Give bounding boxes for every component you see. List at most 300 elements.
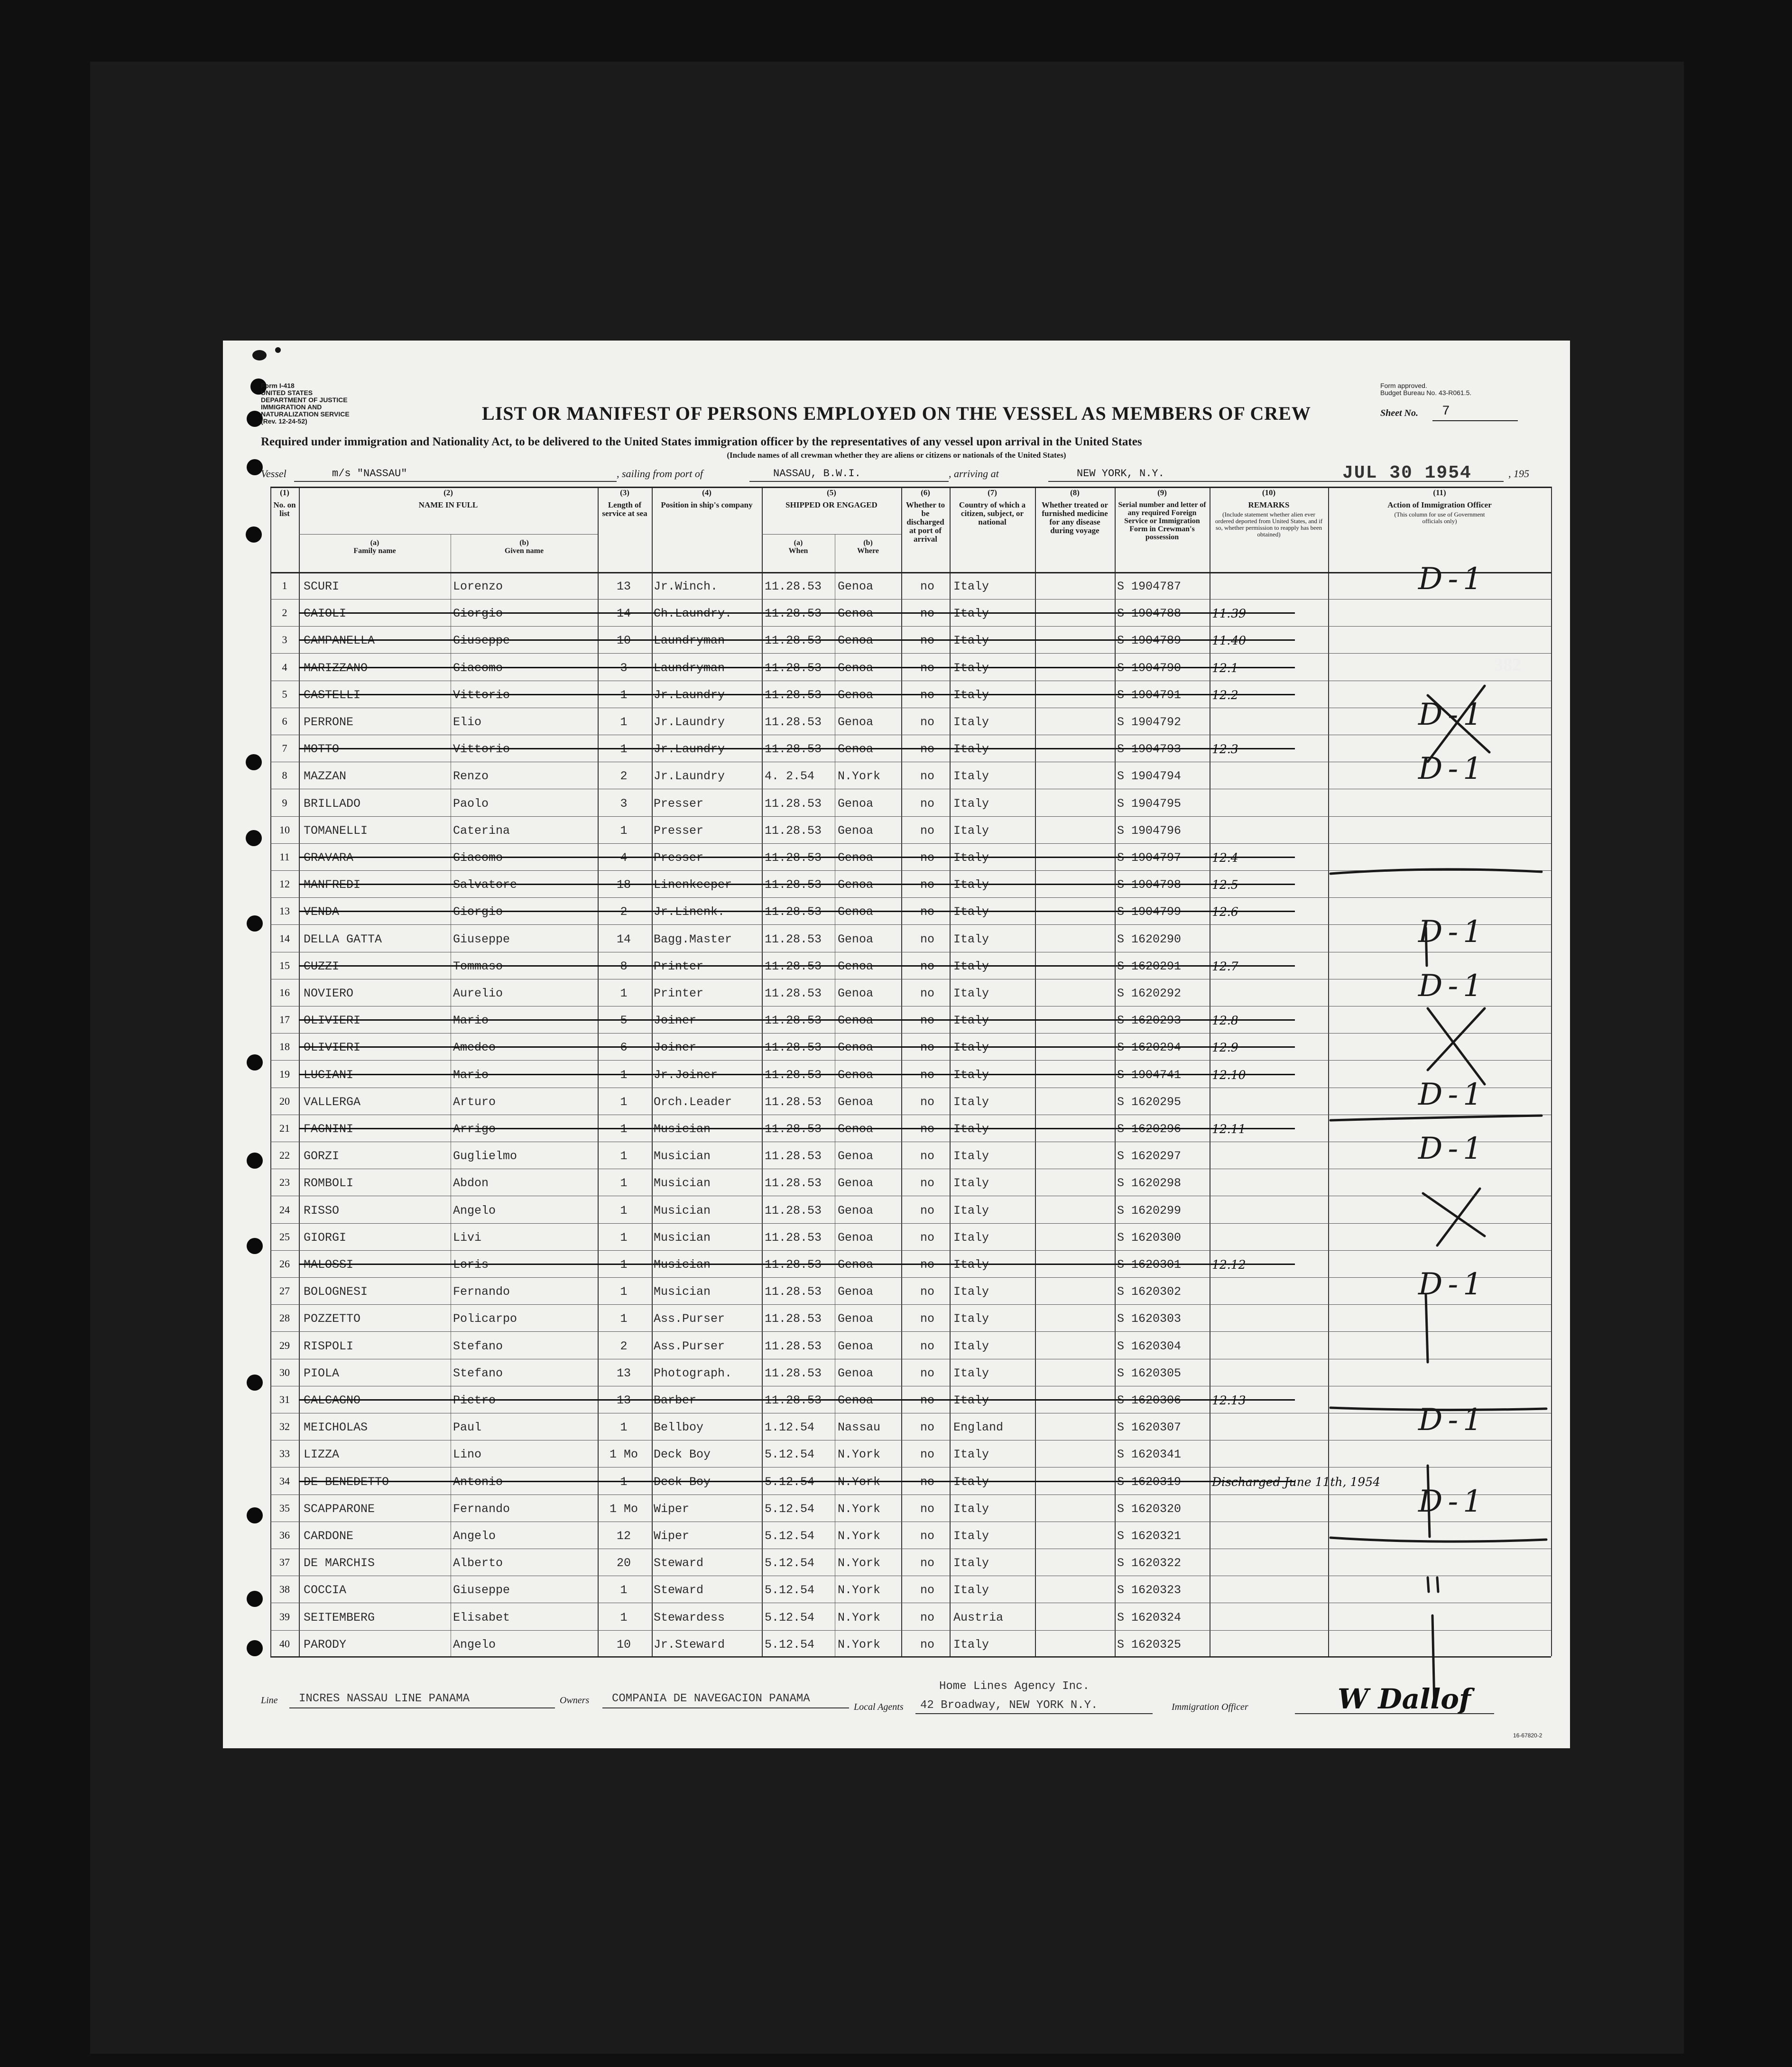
shipped-where: N.York xyxy=(838,1637,881,1652)
shipped-when: 11.28.53 xyxy=(765,1366,822,1380)
given-name: Giuseppe xyxy=(453,634,510,648)
row-number: 28 xyxy=(279,1312,290,1324)
serial-number: S 1620302 xyxy=(1117,1285,1182,1299)
shipped-when: 11.28.53 xyxy=(765,878,822,892)
punch-hole xyxy=(246,754,262,770)
shipped-where: Nassau xyxy=(838,1421,881,1435)
shipped-when: 11.28.53 xyxy=(765,1095,822,1109)
position: Steward xyxy=(654,1556,704,1570)
given-name: Stefano xyxy=(453,1366,503,1380)
country: Italy xyxy=(953,932,989,946)
given-name: Giuseppe xyxy=(453,1583,510,1597)
family-name: CAIOLI xyxy=(304,607,347,621)
shipped-where: Genoa xyxy=(838,987,874,1000)
col-no-header: (1) No. on list xyxy=(273,488,296,518)
position: Musician xyxy=(654,1149,711,1163)
serial-number: S 1620296 xyxy=(1117,1122,1182,1136)
family-name: CUZZI xyxy=(304,959,340,973)
position: Jr.Laundry xyxy=(654,769,725,784)
family-name: RISSO xyxy=(304,1203,340,1218)
service-length: 13 xyxy=(616,1366,631,1380)
row-number: 36 xyxy=(279,1529,290,1541)
position: Jr.Steward xyxy=(654,1637,725,1652)
row-number: 34 xyxy=(279,1475,290,1487)
row-number: 6 xyxy=(282,715,287,727)
service-length: 1 xyxy=(620,1583,628,1597)
position: Ass.Purser xyxy=(654,1339,725,1353)
position: Bagg.Master xyxy=(654,932,732,946)
country: Italy xyxy=(953,1583,989,1597)
punch-hole xyxy=(247,1054,263,1070)
family-name: SCAPPARONE xyxy=(304,1502,375,1516)
row-number: 23 xyxy=(279,1176,290,1189)
service-length: 1 xyxy=(620,1149,628,1163)
service-length: 14 xyxy=(616,607,631,621)
given-name: Arrigo xyxy=(453,1122,496,1136)
service-length: 1 xyxy=(620,715,628,729)
col-action-header: (11) Action of Immigration Officer (This column for use of Government officials only) xyxy=(1387,488,1492,525)
row-number: 15 xyxy=(279,959,290,971)
service-length: 2 xyxy=(620,905,628,919)
shipped-when: 11.28.53 xyxy=(765,851,822,865)
family-name: POZZETTO xyxy=(304,1312,361,1326)
position: Jr.Laundry xyxy=(654,688,725,702)
punch-hole xyxy=(247,1238,263,1254)
service-length: 1 xyxy=(620,688,628,702)
service-length: 1 Mo xyxy=(609,1448,638,1462)
discharged: no xyxy=(920,769,934,784)
d1-mark: D-1 xyxy=(1418,969,1487,1004)
family-name: MAZZAN xyxy=(304,769,347,784)
country: Italy xyxy=(953,1149,989,1163)
shipped-when: 5.12.54 xyxy=(765,1448,815,1462)
family-name: CAMPANELLA xyxy=(304,634,375,648)
position: Photograph. xyxy=(654,1366,732,1380)
given-name: Paolo xyxy=(453,796,489,811)
serial-number: S 1904790 xyxy=(1117,661,1182,675)
shipped-where: N.York xyxy=(838,1529,881,1543)
discharged: no xyxy=(920,1258,934,1272)
family-name: OLIVIERI xyxy=(304,1041,361,1055)
crew-table xyxy=(270,487,1551,1656)
row-number: 40 xyxy=(279,1637,290,1650)
row-number: 20 xyxy=(279,1095,290,1107)
shipped-when: 5.12.54 xyxy=(765,1583,815,1597)
serial-number: S 1904796 xyxy=(1117,823,1182,838)
country: Italy xyxy=(953,1312,989,1326)
country: Italy xyxy=(953,742,989,757)
given-name: Fernando xyxy=(453,1502,510,1516)
col-given-header: (b) Given name xyxy=(504,539,544,555)
discharged: no xyxy=(920,1502,934,1516)
position: Laundryman xyxy=(654,661,725,675)
given-name: Angelo xyxy=(453,1529,496,1543)
manifest-footer xyxy=(261,1680,1570,1735)
shipped-when: 11.28.53 xyxy=(765,1203,822,1218)
country: Italy xyxy=(953,1203,989,1218)
row-number: 24 xyxy=(279,1203,290,1216)
discharged: no xyxy=(920,1095,934,1109)
punch-hole xyxy=(247,1640,263,1656)
d1-mark: D-1 xyxy=(1418,914,1487,950)
serial-number: S 1904787 xyxy=(1117,580,1182,593)
punch-hole xyxy=(247,1153,263,1169)
given-name: Guglielmo xyxy=(453,1149,517,1163)
service-length: 2 xyxy=(620,1339,628,1353)
shipped-when: 5.12.54 xyxy=(765,1502,815,1516)
serial-number: S 1620321 xyxy=(1117,1529,1182,1543)
remark: 12.13 xyxy=(1212,1393,1246,1407)
family-name: PERRONE xyxy=(304,715,354,729)
country: Italy xyxy=(953,987,989,1000)
remark: 11:40 xyxy=(1212,634,1247,648)
given-name: Tommaso xyxy=(453,959,503,973)
discharged: no xyxy=(920,1312,934,1326)
remark: 12.10 xyxy=(1212,1068,1246,1082)
shipped-when: 11.28.53 xyxy=(765,823,822,838)
shipped-where: Genoa xyxy=(838,688,874,702)
discharged: no xyxy=(920,1014,934,1028)
shipped-when: 11.28.53 xyxy=(765,1149,822,1163)
given-name: Abdon xyxy=(453,1176,489,1190)
service-length: 1 xyxy=(620,1258,628,1272)
family-name: LUCIANI xyxy=(304,1068,354,1082)
budget-number: Budget Bureau No. 43-R061.5. xyxy=(1380,389,1472,397)
position: Bellboy xyxy=(654,1421,704,1435)
serial-number: S 1620291 xyxy=(1117,959,1182,973)
owners-name: COMPANIA DE NAVEGACION PANAMA xyxy=(612,1692,810,1705)
family-name: MOTTO xyxy=(304,742,340,757)
d1-mark: D-1 xyxy=(1418,1484,1487,1519)
position: Wiper xyxy=(654,1502,690,1516)
service-length: 4 xyxy=(620,851,628,865)
shipped-where: Genoa xyxy=(838,1285,874,1299)
sailing-label: , sailing from port of xyxy=(617,468,703,480)
tally-stroke xyxy=(1428,1578,1438,1592)
position: Orch.Leader xyxy=(654,1095,732,1109)
row-number: 21 xyxy=(279,1122,290,1134)
country: Italy xyxy=(953,1637,989,1652)
serial-number: S 1620322 xyxy=(1117,1556,1182,1570)
discharged: no xyxy=(920,1583,934,1597)
country: Italy xyxy=(953,1014,989,1028)
discharged: no xyxy=(920,1176,934,1190)
shipped-when: 11.28.53 xyxy=(765,1339,822,1353)
port-from: NASSAU, B.W.I. xyxy=(773,468,861,480)
given-name: Alberto xyxy=(453,1556,503,1570)
punch-hole xyxy=(247,915,263,932)
officer-annotations xyxy=(270,487,1551,1656)
family-name: MARIZZANO xyxy=(304,661,368,675)
shipped-when: 5.12.54 xyxy=(765,1637,815,1652)
shipped-where: Genoa xyxy=(838,661,874,675)
discharged: no xyxy=(920,932,934,946)
shipped-where: Genoa xyxy=(838,1230,874,1245)
row-number: 16 xyxy=(279,987,290,998)
serial-number: S 1620305 xyxy=(1117,1366,1182,1380)
service-length: 1 xyxy=(620,1176,628,1190)
row-number: 26 xyxy=(279,1258,290,1270)
position: Printer xyxy=(654,987,704,1000)
discharged: no xyxy=(920,1041,934,1055)
remark: 12.4 xyxy=(1212,851,1238,865)
discharged: no xyxy=(920,959,934,973)
service-length: 1 xyxy=(620,1312,628,1326)
shipped-when: 11.28.53 xyxy=(765,688,822,702)
family-name: BRILLADO xyxy=(304,796,361,811)
given-name: Mario xyxy=(453,1014,489,1028)
discharged: no xyxy=(920,1122,934,1136)
remark: 12.9 xyxy=(1212,1041,1238,1055)
manifest-subtitle: Required under immigration and Nationality Act, to be delivered to the United States immigration officer by the representatives of any vessel upon arrival in the United States xyxy=(261,435,1142,448)
family-name: DELLA GATTA xyxy=(304,932,382,946)
cross-out-mark xyxy=(1428,1008,1485,1084)
country: Italy xyxy=(953,1122,989,1136)
col-remarks-header: (10) REMARKS (Include statement whether alien ever ordered deported from United States, and if so, whether permission to reapply has been obtained) xyxy=(1215,488,1323,538)
punch-hole xyxy=(247,1507,263,1523)
remark: 12.6 xyxy=(1212,905,1238,919)
serial-number: S 1620298 xyxy=(1117,1176,1182,1190)
serial-number: S 1620297 xyxy=(1117,1149,1182,1163)
serial-number: S 1620294 xyxy=(1117,1041,1182,1055)
voyage-row xyxy=(261,465,1546,483)
shipped-when: 11.28.53 xyxy=(765,661,822,675)
serial-number: S 1904794 xyxy=(1117,769,1182,784)
cross-out-mark xyxy=(1423,1189,1485,1246)
shipped-where: Genoa xyxy=(838,851,874,865)
position: Musician xyxy=(654,1122,711,1136)
position: Jr.Joiner xyxy=(654,1068,718,1082)
d1-mark: D-1 xyxy=(1418,1131,1487,1167)
country: Italy xyxy=(953,959,989,973)
discharged: no xyxy=(920,715,934,729)
remark: 12.8 xyxy=(1212,1014,1238,1028)
remark: 12.3 xyxy=(1212,742,1238,757)
shipped-when: 11.28.53 xyxy=(765,796,822,811)
col-country-header: (7) Country of which a citizen, subject, or national xyxy=(959,488,1026,526)
service-length: 3 xyxy=(620,661,628,675)
shipped-when: 5.12.54 xyxy=(765,1475,815,1489)
country: Italy xyxy=(953,1095,989,1109)
shipped-where: Genoa xyxy=(838,1041,874,1055)
row-number: 12 xyxy=(279,878,290,890)
shipped-where: Genoa xyxy=(838,932,874,946)
shipped-where: Genoa xyxy=(838,1258,874,1272)
family-name: COCCIA xyxy=(304,1583,347,1597)
shipped-where: Genoa xyxy=(838,607,874,621)
given-name: Angelo xyxy=(453,1203,496,1218)
d1-mark: D-1 xyxy=(1418,1077,1487,1112)
serial-number: S 1620306 xyxy=(1117,1393,1182,1407)
family-name: OLIVIERI xyxy=(304,1014,361,1028)
row-number: 19 xyxy=(279,1068,290,1080)
col-when-header: (a) When xyxy=(788,539,808,555)
shipped-where: Genoa xyxy=(838,1014,874,1028)
shipped-where: N.York xyxy=(838,1448,881,1462)
given-name: Antonio xyxy=(453,1475,503,1489)
officer-label: Immigration Officer xyxy=(1172,1702,1248,1712)
row-number: 29 xyxy=(279,1339,290,1351)
country: Italy xyxy=(953,878,989,892)
serial-number: S 1620325 xyxy=(1117,1637,1182,1652)
position: Musician xyxy=(654,1285,711,1299)
col-where-header: (b) Where xyxy=(857,539,879,555)
sheet-number-line xyxy=(1432,420,1518,421)
shipped-when: 11.28.53 xyxy=(765,905,822,919)
shipped-where: Genoa xyxy=(838,1312,874,1326)
service-length: 14 xyxy=(616,932,631,946)
d1-mark: D-1 xyxy=(1418,562,1487,597)
shipped-when: 11.28.53 xyxy=(765,932,822,946)
given-name: Vittorio xyxy=(453,742,510,757)
position: Musician xyxy=(654,1258,711,1272)
service-name: IMMIGRATION AND NATURALIZATION SERVICE xyxy=(261,403,350,418)
shipped-where: Genoa xyxy=(838,715,874,729)
shipped-when: 11.28.53 xyxy=(765,959,822,973)
row-number: 1 xyxy=(282,580,287,591)
col-discharged-header: (6) Whether to be discharged at port of arrival xyxy=(905,488,945,544)
shipped-where: Genoa xyxy=(838,1366,874,1380)
country: Italy xyxy=(953,1502,989,1516)
punch-hole xyxy=(246,830,262,846)
position: Printer xyxy=(654,959,704,973)
discharged: no xyxy=(920,796,934,811)
year-label: , 195 xyxy=(1508,468,1529,480)
serial-number: S 1620300 xyxy=(1117,1230,1182,1245)
service-length: 13 xyxy=(616,1393,631,1407)
shipped-where: N.York xyxy=(838,1502,881,1516)
country: England xyxy=(953,1421,1004,1435)
service-length: 10 xyxy=(616,634,631,648)
row-number: 39 xyxy=(279,1610,290,1623)
given-name: Giacomo xyxy=(453,851,503,865)
discharged: no xyxy=(920,1230,934,1245)
family-name: GRAVARA xyxy=(304,851,354,865)
given-name: Giacomo xyxy=(453,661,503,675)
service-length: 1 Mo xyxy=(609,1502,638,1516)
separator-stroke xyxy=(1330,1116,1542,1120)
shipped-when: 11.28.53 xyxy=(765,1258,822,1272)
discharged: no xyxy=(920,823,934,838)
given-name: Renzo xyxy=(453,769,489,784)
shipped-where: Genoa xyxy=(838,878,874,892)
position: Presser xyxy=(654,796,704,811)
row-number: 7 xyxy=(282,742,287,755)
shipped-where: N.York xyxy=(838,1610,881,1624)
country: Italy xyxy=(953,1556,989,1570)
remark: 12.12 xyxy=(1212,1258,1246,1272)
service-length: 1 xyxy=(620,1122,628,1136)
family-name: SEITEMBERG xyxy=(304,1610,375,1624)
shipped-when: 11.28.53 xyxy=(765,987,822,1000)
row-number: 22 xyxy=(279,1149,290,1162)
position: Linenkeeper xyxy=(654,878,732,892)
country: Italy xyxy=(953,634,989,648)
country: Italy xyxy=(953,607,989,621)
arrival-date-stamp: JUL 30 1954 xyxy=(1342,463,1472,483)
discharged: no xyxy=(920,851,934,865)
shipped-when: 4. 2.54 xyxy=(765,769,815,784)
serial-number: S 1904788 xyxy=(1117,607,1182,621)
serial-number: S 1620295 xyxy=(1117,1095,1182,1109)
revision-date: (Rev. 12-24-52) xyxy=(261,417,307,425)
position: Presser xyxy=(654,851,704,865)
serial-number: S 1904798 xyxy=(1117,878,1182,892)
country: Italy xyxy=(953,1285,989,1299)
position: Jr.Winch. xyxy=(654,580,718,593)
agents-label: Local Agents xyxy=(854,1702,904,1712)
discharged: no xyxy=(920,688,934,702)
position: Jr.Laundry xyxy=(654,715,725,729)
given-name: Elio xyxy=(453,715,482,729)
given-name: Mario xyxy=(453,1068,489,1082)
shipped-when: 11.28.53 xyxy=(765,634,822,648)
family-name: VALLERGA xyxy=(304,1095,361,1109)
row-number: 38 xyxy=(279,1583,290,1596)
given-name: Paul xyxy=(453,1421,482,1435)
shipped-where: Genoa xyxy=(838,1095,874,1109)
discharged: no xyxy=(920,1068,934,1082)
country: Italy xyxy=(953,1339,989,1353)
service-length: 1 xyxy=(620,1068,628,1082)
shipped-where: Genoa xyxy=(838,1176,874,1190)
service-length: 10 xyxy=(616,1637,631,1652)
given-name: Fernando xyxy=(453,1285,510,1299)
ink-blot xyxy=(252,350,267,360)
service-length: 1 xyxy=(620,1285,628,1299)
remark: 12.2 xyxy=(1212,688,1238,702)
sheet-number-label: Sheet No. xyxy=(1380,408,1418,418)
service-length: 1 xyxy=(620,987,628,1000)
remark: 12.7 xyxy=(1212,959,1238,973)
family-name: DE MARCHIS xyxy=(304,1556,375,1570)
arriving-label: , arriving at xyxy=(949,468,999,480)
serial-number: S 1620290 xyxy=(1117,932,1182,946)
shipped-where: N.York xyxy=(838,769,881,784)
family-name: FAGNINI xyxy=(304,1122,354,1136)
position: Joiner xyxy=(654,1041,697,1055)
discharged: no xyxy=(920,878,934,892)
tally-stroke xyxy=(1426,1295,1428,1362)
vessel-label: Vessel xyxy=(261,468,286,480)
col-family-header: (a) Family name xyxy=(353,539,396,555)
service-length: 1 xyxy=(620,1475,628,1489)
service-length: 18 xyxy=(616,878,631,892)
row-number: 4 xyxy=(282,661,287,673)
country: Italy xyxy=(953,769,989,784)
remark: Discharged June 11th, 1954 xyxy=(1212,1475,1381,1489)
separator-stroke xyxy=(1330,869,1542,874)
family-name: VENDA xyxy=(304,905,340,919)
position: Steward xyxy=(654,1583,704,1597)
d1-mark: D-1 xyxy=(1418,751,1487,787)
discharged: no xyxy=(920,1339,934,1353)
separator-stroke xyxy=(1330,1538,1546,1541)
shipped-where: Genoa xyxy=(838,1068,874,1082)
shipped-where: Genoa xyxy=(838,959,874,973)
shipped-when: 11.28.53 xyxy=(765,1014,822,1028)
service-length: 3 xyxy=(620,796,628,811)
crew-manifest-sheet xyxy=(223,341,1570,1748)
form-number: Form I-418 xyxy=(261,382,295,389)
shipped-when: 11.28.53 xyxy=(765,1230,822,1245)
service-length: 2 xyxy=(620,769,628,784)
family-name: GORZI xyxy=(304,1149,340,1163)
shipped-where: Genoa xyxy=(838,796,874,811)
serial-number: S 1620319 xyxy=(1117,1475,1182,1489)
family-name: MANFREDI xyxy=(304,878,361,892)
family-name: LIZZA xyxy=(304,1448,340,1462)
